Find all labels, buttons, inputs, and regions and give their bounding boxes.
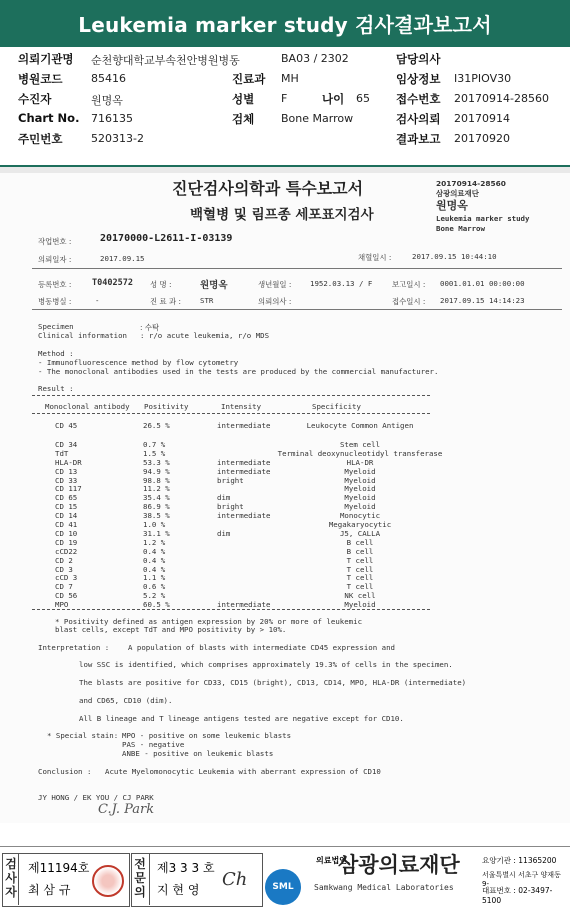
positivity-cell: 35.4 % (143, 493, 170, 503)
header-value: 716135 (91, 112, 133, 125)
antibody-cell: CD 2 (55, 555, 73, 565)
col-header-intensity: Intensity (221, 402, 262, 411)
divider (149, 853, 150, 905)
table-row (0, 493, 570, 502)
antibody-cell: MPO (55, 600, 69, 610)
table-row (0, 440, 570, 449)
positivity-cell: 31.1 % (143, 528, 170, 538)
header-label: 수진자 (18, 92, 52, 106)
interp-line-3: The blasts are positive for CD33, CD15 (bright), CD13, CD14, MPO, HLA-DR (intermediate) (79, 678, 467, 687)
header-value: 85416 (91, 72, 126, 85)
receive-dt: 2017.09.15 14:14:23 (440, 296, 525, 305)
divider (32, 268, 562, 269)
antibody-cell: CD 117 (55, 484, 82, 494)
ward-label: 병동병실 : (38, 297, 72, 306)
interp-line-5: All B lineage and T lineage antigens tested are negative except for CD10. (79, 714, 404, 723)
specificity-cell: Stem cell (339, 439, 381, 449)
antibody-cell: TdT (55, 448, 69, 458)
conclusion: Acute Myelomonocytic Leukemia with aberrant expression of CD10 (105, 767, 381, 776)
positivity-cell: 60.5 % (143, 600, 170, 610)
interp-line-4: and CD65, CD10 (dim). (79, 696, 173, 705)
specificity-cell: B cell (346, 537, 374, 547)
header-label: 담당의사 (396, 52, 441, 66)
info-line-2: 서울특별시 서초구 양재동 9- (482, 871, 561, 888)
doctor-label: 의뢰의사 : (258, 297, 292, 306)
col-header-antibody: Monoclonal antibody (45, 402, 130, 411)
specificity-cell: Terminal deoxynucleotidyl transferase (277, 448, 443, 458)
antibody-cell: CD 65 (55, 493, 78, 503)
positivity-cell: 0.6 % (143, 582, 166, 592)
footer (0, 846, 570, 912)
positivity-cell: 0.4 % (143, 564, 166, 574)
antibody-cell: CD 45 (55, 421, 78, 430)
header-label: 진료과 (232, 72, 266, 86)
positivity-cell: 0.4 % (143, 555, 166, 565)
table-row (0, 538, 570, 547)
table-row (0, 591, 570, 600)
positivity-cell: 1.0 % (143, 520, 166, 529)
request-date-label: 의뢰일자 : (38, 255, 72, 264)
scanned-report (0, 173, 570, 823)
clinical: : r/o acute leukemia, r/o MDS (140, 331, 270, 340)
method-line-2: - The monoclonal antibodies used in the tests are produced by the commercial manufacturer. (38, 367, 439, 376)
table-row (0, 573, 570, 582)
table-row (0, 529, 570, 538)
header-value: 20170914-28560 (454, 92, 549, 105)
table-row (0, 476, 570, 485)
specificity-cell: Leukocyte Common Antigen (306, 421, 414, 430)
birth-label: 생년월일 : (258, 280, 292, 289)
specificity-cell: NK cell (344, 591, 376, 601)
interp-line-2: low SSC is identified, which comprises approximately 19.3% of cells in the specimen. (79, 660, 453, 669)
antibody-cell: cCD22 (55, 546, 78, 556)
specificity-cell: T cell (346, 573, 374, 583)
reg-no: T0402572 (92, 278, 133, 288)
collect-date-label: 채혈일시 : (358, 253, 392, 262)
patient-header (0, 47, 570, 167)
table-row (0, 556, 570, 565)
table-rule (32, 395, 430, 396)
special-line-3: ANBE - positive on leukemic blasts (122, 749, 274, 758)
collect-date: 2017.09.15 10:44:10 (412, 252, 497, 261)
header-value: MH (281, 72, 299, 85)
table-row (0, 600, 570, 609)
intensity-cell: dim (217, 493, 231, 503)
tester-label: 검사자 (5, 857, 17, 899)
banner-title: Leukemia marker study 검사결과보고서 (78, 13, 492, 37)
positivity-cell: 86.9 % (143, 502, 170, 512)
tester-name: 최 삼 규 (28, 883, 71, 897)
label-line2: 삼광의료재단 (436, 189, 479, 198)
interp-line-1: A population of blasts with intermediate CD45 expression and (128, 643, 395, 652)
positivity-cell: 5.2 % (143, 591, 166, 601)
org-en: Samkwang Medical Laboratories (314, 883, 454, 892)
positivity-cell: 53.3 % (143, 457, 170, 467)
header-label: 임상정보 (396, 72, 441, 86)
header-label: 검체 (232, 112, 255, 126)
conclusion-label: Conclusion : (38, 767, 92, 776)
report-banner (0, 0, 570, 47)
special-line-1: MPO - positive on some leukemic blasts (122, 731, 292, 740)
intensity-cell: intermediate (217, 421, 271, 430)
positivity-cell: 1.1 % (143, 573, 166, 583)
specificity-cell: T cell (346, 564, 374, 574)
doctor-name: 지 현 영 (157, 883, 200, 897)
specificity-cell: Myeloid (344, 466, 376, 476)
label-line4: Bone Marrow (436, 224, 485, 233)
result-label: Result : (38, 384, 74, 393)
table-row (0, 449, 570, 458)
table-row (0, 520, 570, 529)
method-label: Method : (38, 349, 74, 358)
table-row (0, 511, 570, 520)
specificity-cell: J5, CALLA (339, 528, 381, 538)
antibody-cell: HLA-DR (55, 457, 82, 467)
intensity-cell: bright (217, 502, 244, 512)
report-subtitle: 백혈병 및 림프종 세포표지검사 (190, 207, 374, 223)
specificity-cell: T cell (346, 555, 374, 565)
antibody-cell: CD 7 (55, 582, 73, 592)
positivity-cell: 38.5 % (143, 511, 170, 521)
receive-dt-label: 접수일시 : (392, 297, 426, 306)
antibody-cell: CD 15 (55, 502, 78, 512)
dept: STR (200, 296, 214, 305)
work-no: 20170000-L2611-I-03139 (100, 233, 233, 244)
specimen-label: Specimen (38, 322, 74, 331)
header-label: 성별 (232, 92, 255, 106)
positivity-cell: 98.8 % (143, 475, 170, 485)
method-line-1: - Immunofluorescence method by flow cytometry (38, 358, 239, 367)
antibody-cell: CD 13 (55, 466, 78, 476)
header-value: 20170920 (454, 132, 510, 145)
header-value: F (281, 92, 288, 105)
header-value: 520313-2 (91, 132, 144, 145)
antibody-cell: CD 19 (55, 537, 78, 547)
intensity-cell: dim (217, 528, 231, 538)
antibody-cell: CD 3 (55, 564, 73, 574)
doctor-box-label: 전문의 (134, 857, 146, 899)
label-name: 원명옥 (436, 199, 468, 212)
positivity-cell: 0.4 % (143, 546, 166, 556)
age-value: 65 (356, 92, 370, 105)
divider (32, 309, 562, 310)
reg-no-label: 등록번호 : (38, 280, 72, 289)
antibody-cell: CD 41 (55, 520, 78, 529)
antibody-cell: CD 34 (55, 439, 78, 449)
label-line3: Leukemia marker study (436, 214, 530, 223)
table-rule (32, 609, 430, 610)
header-value: BA03 / 2302 (281, 52, 349, 65)
doctor-signature: Ch (222, 869, 248, 890)
special-label: * Special stain: (47, 731, 119, 740)
table-row (0, 484, 570, 493)
table-row (0, 421, 570, 430)
birth: 1952.03.13 / F (310, 279, 373, 288)
specificity-cell: Myeloid (344, 502, 376, 512)
logo-text: SML (272, 882, 294, 892)
antibody-cell: CD 10 (55, 528, 78, 538)
name-label: 성 명 : (150, 280, 172, 289)
positivity-cell: 11.2 % (143, 484, 170, 494)
col-header-specificity: Specificity (312, 402, 361, 411)
header-label: 주민번호 (18, 132, 63, 146)
col-header-positivity: Positivity (144, 402, 189, 411)
note-line-2: blast cells, except TdT and MPO positivity by > 10%. (55, 625, 287, 634)
signers: JY HONG / EK YOU / CJ PARK (38, 793, 154, 802)
interp-label: Interpretation : (38, 643, 110, 652)
table-row (0, 582, 570, 591)
info-line-3: 대표번호 : 02-3497-5100 (482, 886, 553, 905)
header-label: 결과보고 (396, 132, 441, 146)
header-label: 의뢰기관명 (18, 52, 74, 66)
intensity-cell: intermediate (217, 511, 271, 521)
specificity-cell: Myeloid (344, 493, 376, 503)
positivity-cell: 0.7 % (143, 439, 166, 449)
intensity-cell: bright (217, 475, 244, 485)
antibody-cell: CD 33 (55, 475, 78, 485)
ward: - (95, 296, 100, 305)
intensity-cell: intermediate (217, 457, 271, 467)
header-value: Bone Marrow (281, 112, 354, 125)
table-row (0, 565, 570, 574)
table-row (0, 467, 570, 476)
positivity-cell: 94.9 % (143, 466, 170, 476)
header-label: Chart No. (18, 111, 80, 125)
specificity-cell: Monocytic (339, 511, 381, 521)
antibody-cell: CD 56 (55, 591, 78, 601)
special-line-2: PAS - negative (122, 740, 185, 749)
header-value: 원명옥 (91, 94, 123, 107)
specificity-cell: T cell (346, 582, 374, 592)
positivity-cell: 1.2 % (143, 537, 166, 547)
specificity-cell: Myeloid (344, 475, 376, 485)
table-row (0, 502, 570, 511)
positivity-cell: 1.5 % (143, 448, 166, 458)
age-label: 나이 (322, 92, 345, 106)
specimen: : 수탁 (140, 323, 160, 332)
header-label: 병원코드 (18, 72, 63, 86)
intensity-cell: intermediate (217, 466, 271, 476)
org-name: 삼광의료재단 (338, 853, 460, 877)
header-value: 순천향대학교부속천안병원병동 (91, 54, 240, 67)
signature: C.J. Park (98, 802, 155, 817)
positivity-cell: 26.5 % (143, 421, 170, 430)
report-dt: 0001.01.01 00:00:00 (440, 279, 525, 288)
patient-name: 원명옥 (200, 280, 228, 291)
specificity-cell: B cell (346, 546, 374, 556)
antibody-cell: cCD 3 (55, 573, 78, 583)
header-label: 접수번호 (396, 92, 441, 106)
clinical-label: Clinical information (38, 331, 127, 340)
header-label: 검사의뢰 (396, 112, 441, 126)
table-rule (32, 413, 430, 414)
org-small: 의료법인 (316, 856, 347, 865)
header-value: I31PIOV30 (454, 72, 512, 85)
intensity-cell: intermediate (217, 600, 271, 610)
specificity-cell: Megakaryocytic (328, 520, 392, 529)
table-row (0, 547, 570, 556)
tester-license: 제11194호 (28, 861, 90, 875)
antibody-cell: CD 14 (55, 511, 78, 521)
dept-label: 진 료 과 : (150, 297, 181, 306)
report-title: 진단검사의학과 특수보고서 (172, 179, 364, 198)
info-line-1: 요양기관 : 11365200 (482, 856, 557, 865)
header-value: 20170914 (454, 112, 510, 125)
seal-stamp (92, 865, 124, 897)
sml-logo-icon (265, 869, 301, 905)
divider (18, 853, 19, 905)
specificity-cell: Myeloid (344, 484, 376, 494)
work-no-label: 작업번호 : (38, 237, 72, 246)
doctor-license: 제3 3 3 호 (157, 861, 215, 875)
label-line1: 20170914-28560 (436, 179, 506, 188)
request-date: 2017.09.15 (100, 254, 145, 263)
report-dt-label: 보고일시 : (392, 280, 426, 289)
table-row (0, 458, 570, 467)
specificity-cell: Myeloid (344, 600, 376, 610)
specificity-cell: HLA-DR (346, 457, 374, 467)
note-line-1: * Positivity defined as antigen expression by 20% or more of leukemic (55, 617, 363, 626)
